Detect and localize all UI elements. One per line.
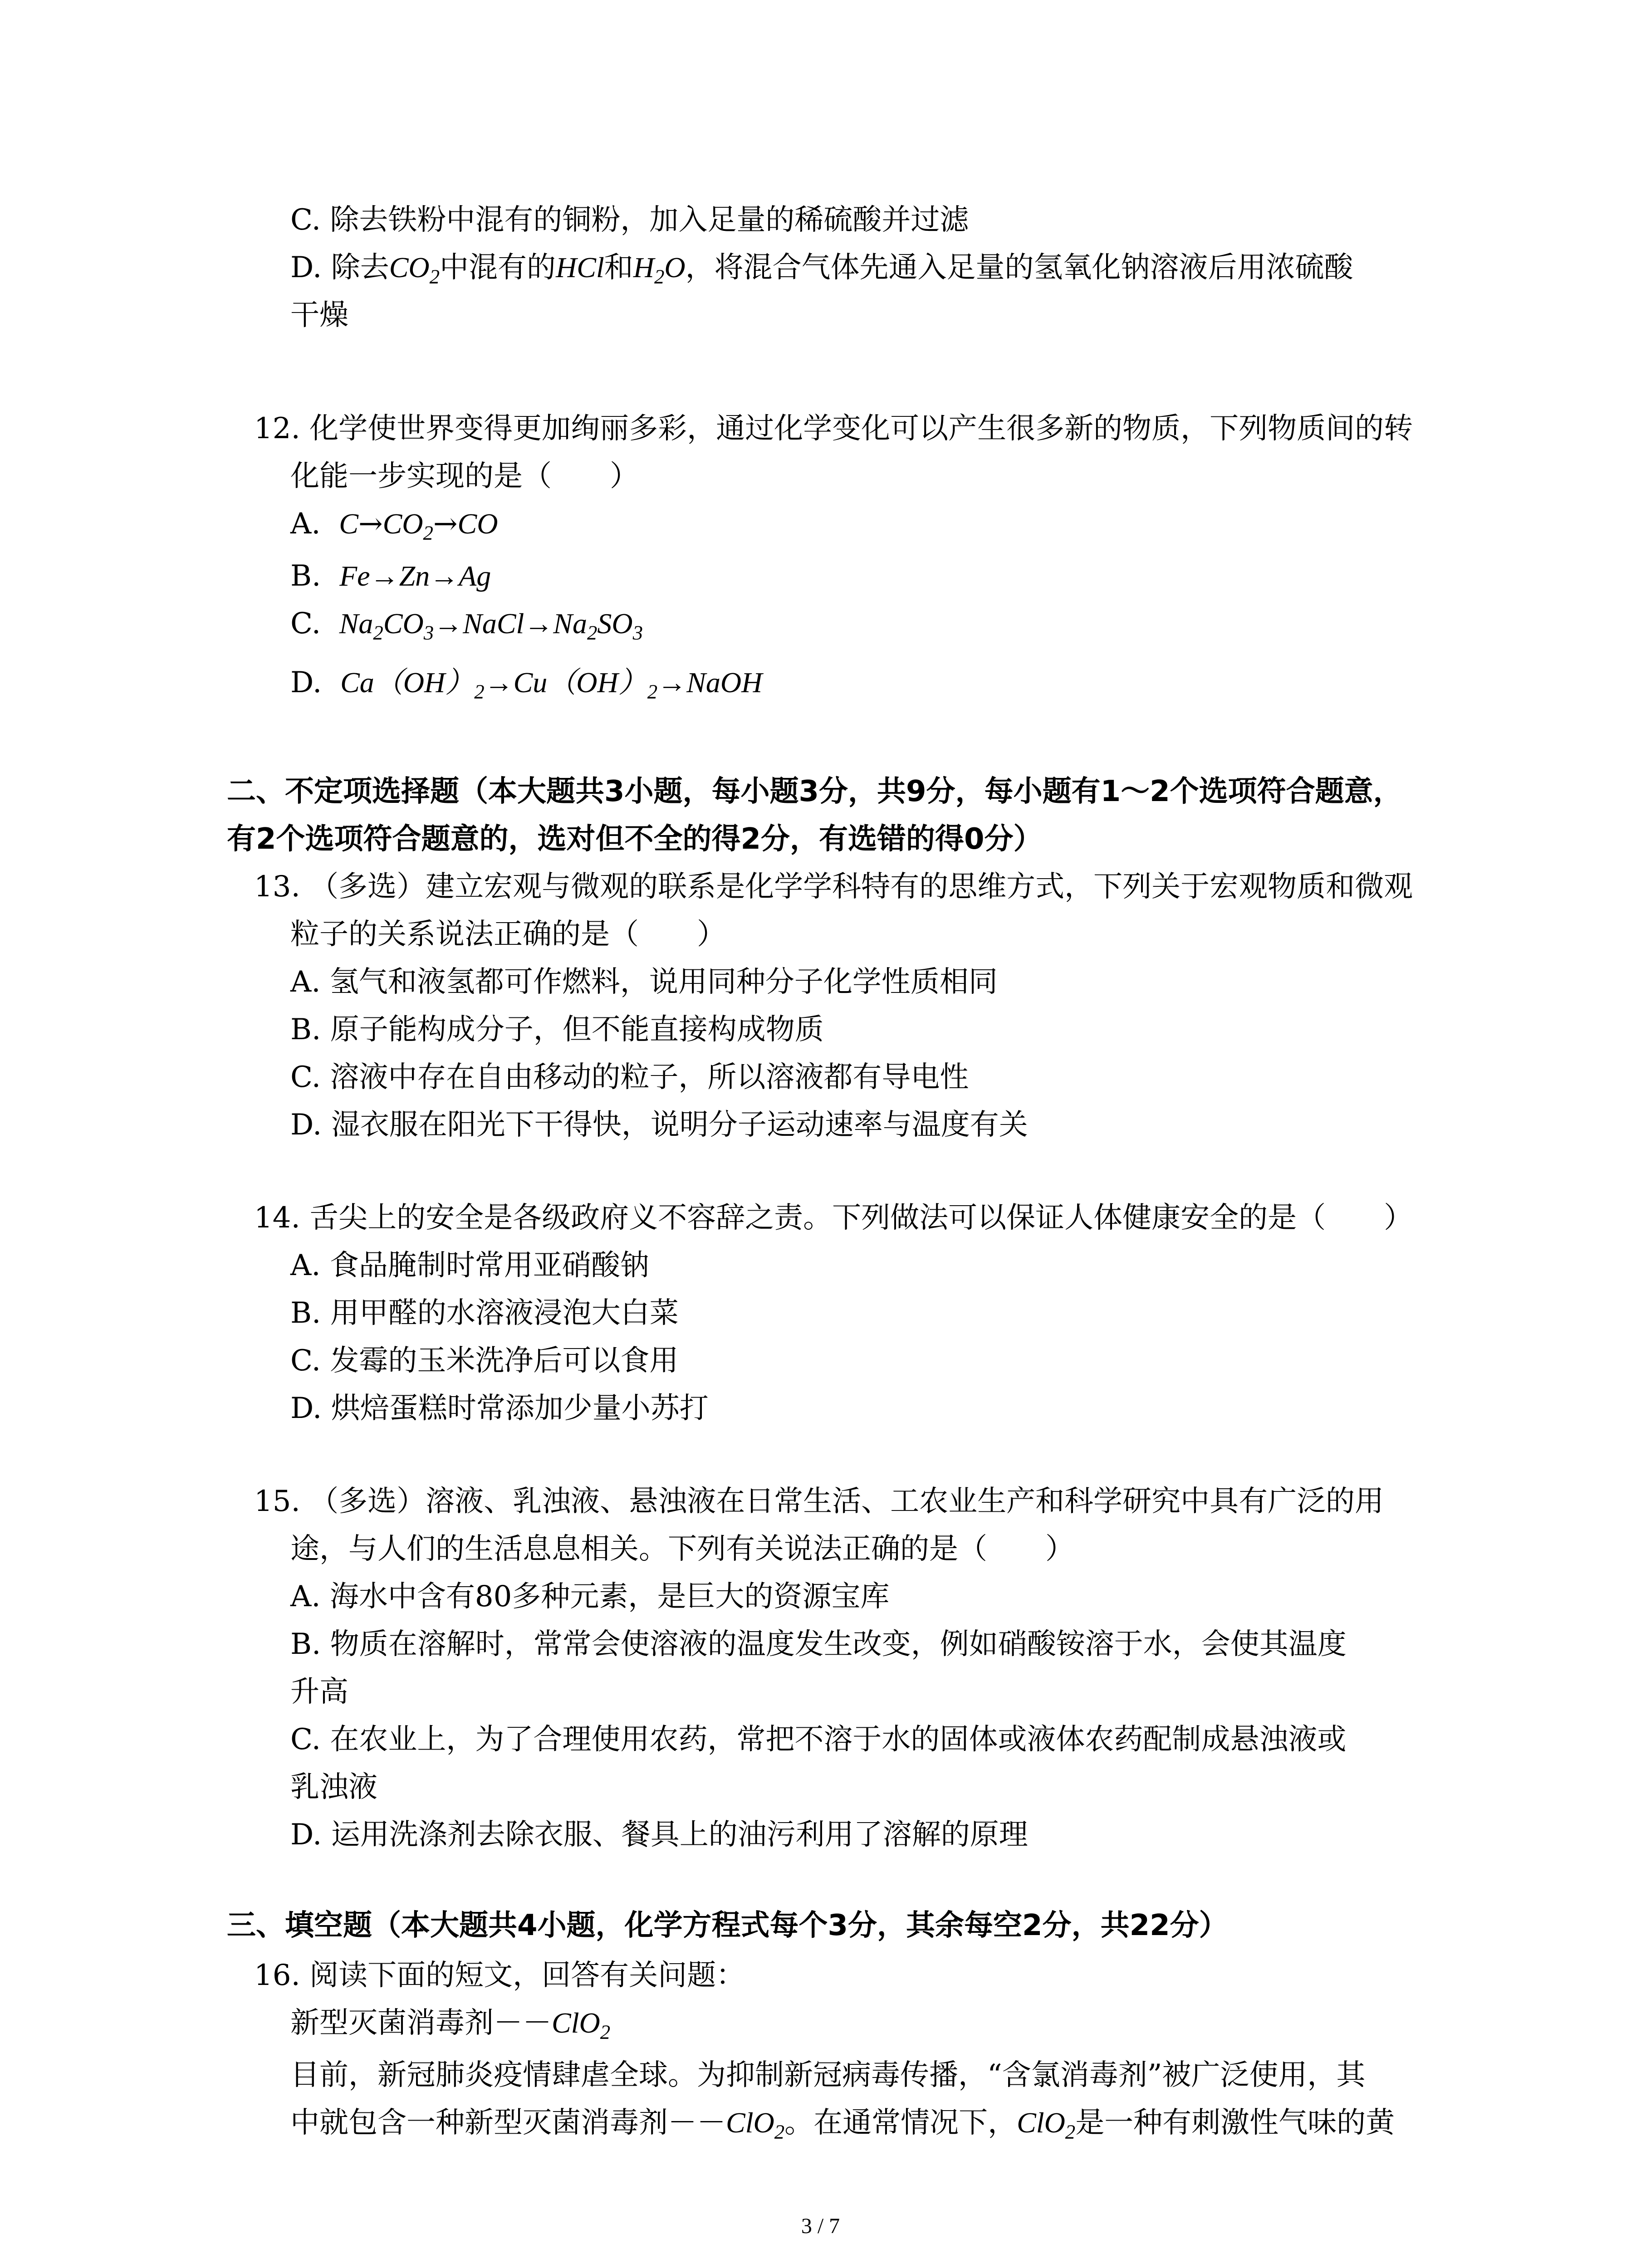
q13-option-b: B. 原子能构成分子，但不能直接构成物质 <box>290 1013 824 1046</box>
q14-option-b: B. 用甲醛的水溶液浸泡大白菜 <box>290 1296 679 1330</box>
page-number: 3 / 7 <box>801 2214 840 2238</box>
q16-stem: 16. 阅读下面的短文，回答有关问题： <box>254 1959 745 1992</box>
q11-option-c: C. 除去铁粉中混有的铜粉，加入足量的稀硫酸并过滤 <box>290 203 969 237</box>
q12-option-a: A. $C\to CO_2\to CO$ <box>290 507 498 544</box>
q13-stem-cont: 粒子的关系说法正确的是（ ） <box>290 918 726 951</box>
q15-option-b: B. 物质在溶解时，常常会使溶液的温度发生改变，例如硝酸铵溶于水，会使其温度 <box>290 1628 1347 1661</box>
q14-option-d: D. 烘焙蛋糕时常添加少量小苏打 <box>290 1392 709 1425</box>
q15-option-c: C. 在农业上，为了合理使用农药，常把不溶于水的固体或液体农药配制成悬浊液或 <box>290 1723 1347 1756</box>
q16-paragraph-line2: 中就包含一种新型灭菌消毒剂－－ClO$_2$。在通常情况下，ClO$_2$是一种有刺激性气味的黄 <box>290 2106 1395 2143</box>
q11-option-d: D. 除去$CO_2$中混有的HCl和$H_2O$，将混合气体先通入足量的氢氧化钠溶液后用浓硫酸 <box>290 251 1353 288</box>
q14-option-c: C. 发霉的玉米洗净后可以食用 <box>290 1344 679 1378</box>
q13-option-a: A. 氢气和液氢都可作燃料，说用同种分子化学性质相同 <box>290 965 998 999</box>
q12-option-b: B. Fe→Zn→Ag <box>290 559 491 593</box>
q14-option-a: A. 食品腌制时常用亚硝酸钠 <box>290 1249 649 1282</box>
q15-option-c-cont: 乳浊液 <box>290 1770 377 1804</box>
section-2-heading-cont: 有2个选项符合题意的，选对但不全的得2分，有选错的得0分） <box>227 822 1043 856</box>
q15-stem: 15. （多选）溶液、乳浊液、悬浊液在日常生活、工农业生产和科学研究中具有广泛的用 <box>254 1485 1384 1518</box>
q13-stem: 13. （多选）建立宏观与微观的联系是化学学科特有的思维方式，下列关于宏观物质和微观 <box>254 870 1413 904</box>
q15-stem-cont: 途，与人们的生活息息相关。下列有关说法正确的是（ ） <box>290 1532 1074 1566</box>
q16-article-title: 新型灭菌消毒剂－－ClO$_2$ <box>290 2006 611 2043</box>
q12-stem: 12. 化学使世界变得更加绚丽多彩，通过化学变化可以产生很多新的物质，下列物质间的转 <box>254 412 1413 445</box>
q15-option-a: A. 海水中含有80多种元素，是巨大的资源宝库 <box>290 1580 890 1613</box>
q14-stem: 14. 舌尖上的安全是各级政府义不容辞之责。下列做法可以保证人体健康安全的是（ ） <box>254 1201 1413 1235</box>
q13-option-c: C. 溶液中存在自由移动的粒子，所以溶液都有导电性 <box>290 1061 969 1094</box>
section-3-heading: 三、填空题（本大题共4小题，化学方程式每个3分，其余每空2分，共22分） <box>227 1909 1228 1942</box>
q15-option-b-cont: 升高 <box>290 1675 348 1709</box>
q13-option-d: D. 湿衣服在阳光下干得快，说明分子运动速率与温度有关 <box>290 1108 1028 1142</box>
q11-option-d-cont: 干燥 <box>290 298 348 332</box>
q16-paragraph-line1: 目前，新冠肺炎疫情肆虐全球。为抑制新冠病毒传播，“含氯消毒剂”被广泛使用，其 <box>290 2058 1366 2092</box>
section-2-heading: 二、不定项选择题（本大题共3小题，每小题3分，共9分，每小题有1～2个选项符合题意， <box>227 775 1402 808</box>
q12-stem-cont: 化能一步实现的是（ ） <box>290 459 639 493</box>
q15-option-d: D. 运用洗涤剂去除衣服、餐具上的油污利用了溶解的原理 <box>290 1818 1028 1852</box>
q12-option-c: C. $Na_2CO_3\to NaCl\to Na_2SO_3$ <box>290 607 643 644</box>
q12-option-d: D. $Ca(OH)_2\to Cu(OH)_2\to NaOH$ <box>290 666 763 703</box>
